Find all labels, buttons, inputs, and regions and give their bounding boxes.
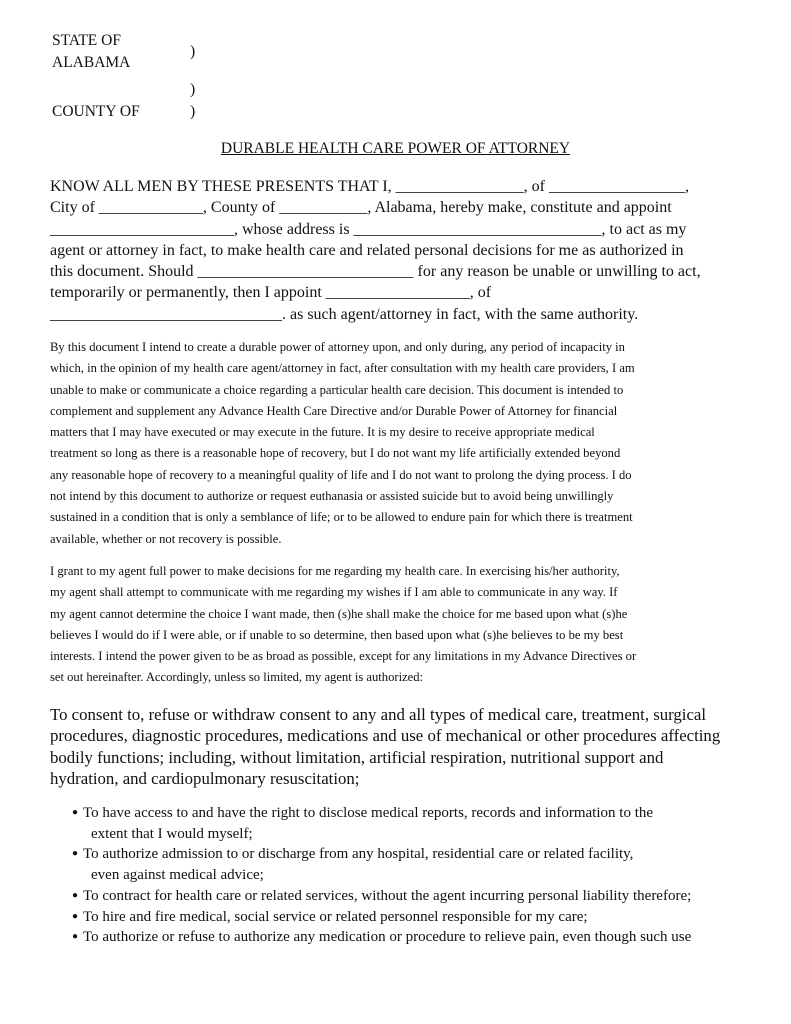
paragraph-line: treatment so long as there is a reasonable hope of recovery, but I do not want my life artificially extended beyond [50, 446, 621, 461]
intro-line: agent or attorney in fact, to make health care and related personal decisions for me as authorized in [50, 241, 684, 259]
consent-line: hydration, and cardiopulmonary resuscitation; [50, 769, 360, 789]
list-item [72, 803, 691, 844]
county-label: COUNTY OF [52, 103, 140, 120]
intro-line: _______________________, whose address is _______________________________, to act as my [50, 220, 687, 238]
list-item [72, 886, 691, 907]
bullet-text-continuation: extent that I would myself; [91, 825, 253, 842]
list-item [72, 927, 691, 948]
paragraph-line: unable to make or communicate a choice regarding a particular health care decision. This document is intended to [50, 382, 624, 397]
paragraph-line: available, whether or not recovery is possible. [50, 531, 282, 546]
state-label-line1: STATE OF [52, 32, 121, 49]
paragraph-line: matters that I may have executed or may execute in the future. It is my desire to receive appropriate medical [50, 425, 595, 440]
paragraph-line: I grant to my agent full power to make decisions for me regarding my health care. In exercising his/her authority, [50, 564, 620, 578]
intro-line: KNOW ALL MEN BY THESE PRESENTS THAT I, ________________, of _________________, [50, 178, 689, 195]
header-paren: ) [190, 81, 196, 98]
list-item [72, 844, 691, 885]
paragraph-line: set out hereinafter. Accordingly, unless so limited, my agent is authorized: [50, 670, 424, 685]
state-label-line2: ALABAMA [52, 54, 131, 71]
header-paren: ) [190, 43, 196, 60]
bullet-text: To have access to and have the right to disclose medical reports, records and information to the [83, 805, 654, 821]
consent-line: bodily functions; including, without limitation, artificial respiration, nutritional support and [50, 747, 664, 767]
bullet-text-continuation: even against medical advice; [91, 867, 264, 884]
bullet-text: To authorize admission to or discharge from any hospital, residential care or related facility, [83, 846, 634, 863]
paragraph-line: any reasonable hope of recovery to a meaningful quality of life and I do not want to prolong the dying process. I do [50, 467, 632, 482]
paragraph-line: which, in the opinion of my health care agent/attorney in fact, after consultation with my health care providers, I am [50, 361, 635, 376]
intro-line: _____________________________. as such agent/attorney in fact, with the same authority. [50, 305, 639, 323]
consent-line: procedures, diagnostic procedures, medications and use of mechanical or other procedures affecting [50, 726, 721, 746]
paragraph-line: interests. I intend the power given to be as broad as possible, except for any limitations in my Advance Directives or [50, 649, 637, 664]
paragraph-line: complement and supplement any Advance Health Care Directive and/or Durable Power of Attorney for financial [50, 403, 618, 418]
paragraph-line: By this document I intend to create a durable power of attorney upon, and only during, any period of incapacity in [50, 340, 625, 354]
paragraph-line: believes I would do if I were able, or if unable to so determine, then based upon what (s)he believes to be my best [50, 627, 624, 642]
consent-paragraph [50, 704, 720, 790]
header-paren: ) [190, 103, 196, 120]
bullet-icon: ● [72, 807, 79, 818]
authority-bullet-list [72, 803, 691, 948]
bullet-icon: ● [72, 889, 79, 901]
intro-line: temporarily or permanently, then I appoint __________________, of [50, 284, 492, 302]
paragraph-line: my agent cannot determine the choice I want made, then (s)he shall make the choice for me based upon what (s)he [50, 606, 628, 621]
intro-paragraph [50, 176, 701, 325]
bullet-text: To contract for health care or related services, without the agent incurring personal liability therefore; [83, 887, 692, 904]
paragraph-line: sustained in a condition that is only a semblance of life; or to be allowed to endure pain for which there is treatment [50, 510, 633, 525]
document-title: DURABLE HEALTH CARE POWER OF ATTORNEY [220, 140, 571, 157]
list-item [72, 907, 691, 928]
consent-line: To consent to, refuse or withdraw consent to any and all types of medical care, treatment, surgical [50, 705, 707, 724]
intent-paragraph [50, 337, 635, 550]
bullet-icon: ● [72, 910, 79, 922]
intro-line: City of _____________, County of ___________, Alabama, hereby make, constitute and appoint [50, 199, 672, 217]
paragraph-line: not intend by this document to authorize or request euthanasia or assisted suicide but to avoid being unwillingly [50, 489, 614, 504]
intro-line: this document. Should ___________________________ for any reason be unable or unwilling to act, [50, 263, 701, 281]
grant-paragraph [50, 561, 636, 689]
bullet-icon: ● [72, 931, 79, 943]
bullet-icon: ● [72, 848, 79, 860]
paragraph-line: my agent shall attempt to communicate with me regarding my wishes if I am able to communicate in any way. If [50, 585, 618, 600]
bullet-text: To authorize or refuse to authorize any medication or procedure to relieve pain, even though such use [83, 929, 692, 946]
bullet-text: To hire and fire medical, social service or related personnel responsible for my care; [83, 908, 588, 925]
